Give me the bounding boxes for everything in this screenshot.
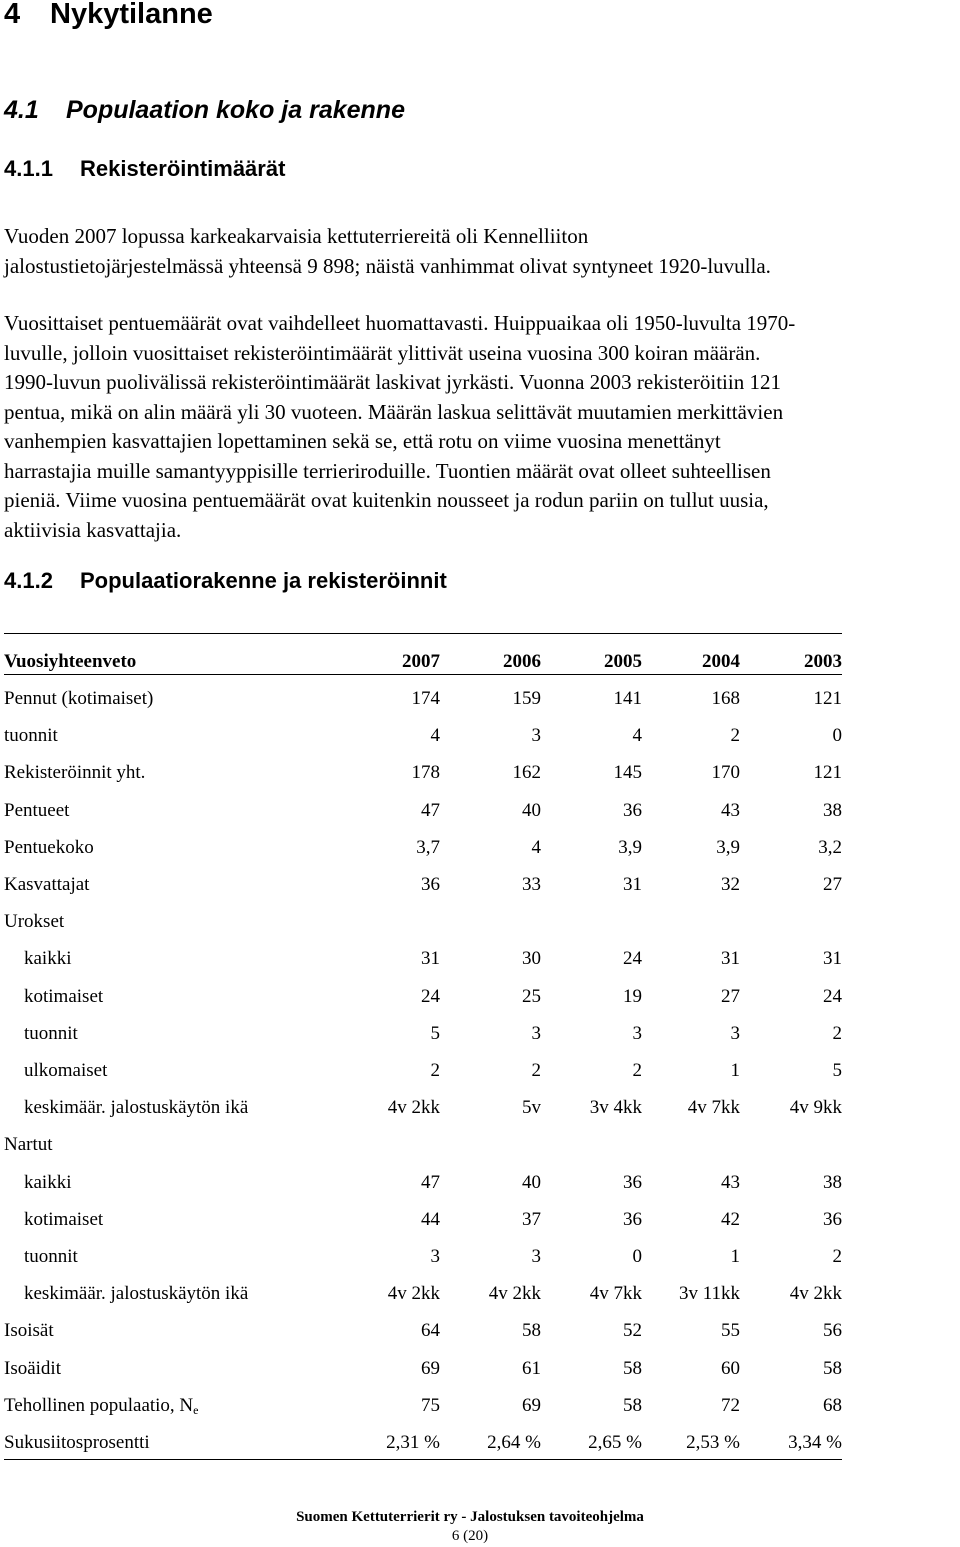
table-cell: 40 xyxy=(522,800,541,821)
table-cell: 24 xyxy=(623,948,642,969)
table-cell: 145 xyxy=(613,762,642,783)
row-label xyxy=(24,985,103,1009)
table-cell: 36 xyxy=(623,1172,642,1193)
row-label-text: Pentueet xyxy=(4,800,70,821)
table-cell: 47 xyxy=(421,800,440,821)
row-label xyxy=(4,873,89,897)
table-row xyxy=(4,761,842,791)
row-label-text: Nartut xyxy=(4,1134,53,1155)
table-cell: 43 xyxy=(721,1172,740,1193)
table-cell: 178 xyxy=(411,762,440,783)
row-label-text: keskimäär. jalostuskäytön ikä xyxy=(24,1283,249,1304)
table-cell: 58 xyxy=(823,1358,842,1379)
year-header: 2003 xyxy=(804,651,842,672)
table-cell: 3 xyxy=(531,725,541,746)
table-cell: 1 xyxy=(730,1060,740,1081)
table-cell: 3 xyxy=(632,1023,642,1044)
paragraph-line: pentua, mikä on alin määrä yli 30 vuoteen. Määrän laskua selittävät muutamien merkittävien xyxy=(4,399,784,424)
table-cell: 72 xyxy=(721,1395,740,1416)
row-label xyxy=(4,1394,198,1422)
row-label xyxy=(4,1319,54,1343)
table-cell: 68 xyxy=(823,1395,842,1416)
table-cell: 168 xyxy=(711,688,740,709)
subsubsection-heading-population xyxy=(4,568,447,594)
table-row xyxy=(4,1133,842,1163)
table-cell: 2,53 % xyxy=(686,1432,740,1453)
row-label-text: kotimaiset xyxy=(24,986,104,1007)
table-cell: 1 xyxy=(730,1246,740,1267)
subsubsection-number: 4.1.1 xyxy=(4,156,53,181)
table-cell: 58 xyxy=(623,1395,642,1416)
table-cell: 4 xyxy=(632,725,642,746)
table-cell: 19 xyxy=(623,986,642,1007)
table-cell: 4v 2kk xyxy=(387,1097,440,1118)
year-header: 2005 xyxy=(604,651,642,672)
section-title: Nykytilanne xyxy=(50,0,213,30)
section-number: 4 xyxy=(4,0,21,30)
table-cell: 47 xyxy=(421,1172,440,1193)
table-cell: 38 xyxy=(823,800,842,821)
paragraph-line: 1990-luvun puolivälissä rekisteröintimäärät laskivat jyrkästi. Vuonna 2003 rekisteröitiin 121 xyxy=(4,370,781,394)
year-header: 2006 xyxy=(503,651,541,672)
paragraph-line: harrastajia muille samantyyppisille terrieriroduille. Tuontien määrät ovat olleet suhteellisen xyxy=(4,458,771,483)
row-label-text: kaikki xyxy=(24,1172,72,1193)
row-label xyxy=(24,947,72,971)
table-cell: 159 xyxy=(512,688,541,709)
table-cell: 58 xyxy=(522,1320,541,1341)
table-cell: 64 xyxy=(421,1320,440,1341)
table-row xyxy=(4,1282,842,1312)
table-row xyxy=(4,985,842,1015)
table-row xyxy=(4,1059,842,1089)
row-label xyxy=(4,1431,150,1455)
table-cell: 44 xyxy=(421,1209,440,1230)
table-cell: 36 xyxy=(623,1209,642,1230)
table-cell: 52 xyxy=(623,1320,642,1341)
table-row xyxy=(4,687,842,717)
page-number: 6 (20) xyxy=(451,1528,489,1544)
table-cell: 3,2 xyxy=(818,837,842,858)
table-row xyxy=(4,1245,842,1275)
table-row xyxy=(4,910,842,940)
row-label-text: kaikki xyxy=(24,948,72,969)
table-cell: 31 xyxy=(721,948,740,969)
table-row xyxy=(4,1357,842,1387)
table-row xyxy=(4,836,842,866)
table-cell: 121 xyxy=(813,762,842,783)
table-cell: 174 xyxy=(411,688,440,709)
table-cell: 55 xyxy=(721,1320,740,1341)
table-cell: 36 xyxy=(623,800,642,821)
table-cell: 56 xyxy=(823,1320,842,1341)
row-label-text: Pennut (kotimaiset) xyxy=(4,688,154,709)
table-cell: 2,65 % xyxy=(588,1432,642,1453)
table-cell: 4 xyxy=(430,725,440,746)
table-row xyxy=(4,799,842,829)
table-cell: 61 xyxy=(522,1358,541,1379)
table-cell: 3,9 xyxy=(618,837,642,858)
table-row xyxy=(4,1431,842,1461)
paragraph-line: aktiivisia kasvattajia. xyxy=(4,517,182,542)
row-label-text: kotimaiset xyxy=(24,1209,104,1230)
row-label xyxy=(4,836,94,860)
table-cell: 69 xyxy=(421,1358,440,1379)
table-cell: 2 xyxy=(832,1246,842,1267)
table-cell: 58 xyxy=(623,1358,642,1379)
table-cell: 3,9 xyxy=(716,837,740,858)
table-top-rule xyxy=(4,633,842,634)
subsubsection-heading-registrations xyxy=(4,156,285,182)
table-cell: 5 xyxy=(430,1023,440,1044)
table-cell: 36 xyxy=(823,1209,842,1230)
subsection-heading xyxy=(4,96,405,125)
table-cell: 25 xyxy=(522,986,541,1007)
table-cell: 141 xyxy=(613,688,642,709)
year-header: 2007 xyxy=(402,651,440,672)
table-cell: 4v 7kk xyxy=(687,1097,740,1118)
table-cell: 2 xyxy=(531,1060,541,1081)
section-heading xyxy=(4,0,213,31)
table-cell: 121 xyxy=(813,688,842,709)
table-row xyxy=(4,724,842,754)
table-cell: 2,31 % xyxy=(386,1432,440,1453)
table-row xyxy=(4,1319,842,1349)
table-cell: 60 xyxy=(721,1358,740,1379)
row-label-subscript: e xyxy=(193,1403,199,1417)
row-label-text: Pentuekoko xyxy=(4,837,94,858)
table-cell: 2,64 % xyxy=(487,1432,541,1453)
row-label xyxy=(24,1059,107,1083)
table-cell: 4 xyxy=(531,837,541,858)
row-label xyxy=(24,1282,248,1306)
paragraph-line: pieniä. Viime vuosina pentuemäärät ovat kuitenkin nousseet ja rodun pariin on tullut uusia, xyxy=(4,488,769,512)
table-cell: 27 xyxy=(823,874,842,895)
row-label xyxy=(24,1096,248,1120)
paragraph-line: Vuosittaiset pentuemäärät ovat vaihdelleet huomattavasti. Huippuaikaa oli 1950-luvulta 1970- xyxy=(4,311,796,335)
row-label-text: Rekisteröinnit yht. xyxy=(4,762,146,783)
table-cell: 43 xyxy=(721,800,740,821)
row-label xyxy=(4,687,153,711)
table-cell: 3v 4kk xyxy=(589,1097,642,1118)
table-bottom-rule xyxy=(4,1459,842,1460)
row-label xyxy=(24,1171,72,1195)
footer-title: Suomen Kettuterrierit ry - Jalostuksen tavoiteohjelma xyxy=(296,1509,644,1525)
table-cell: 2 xyxy=(632,1060,642,1081)
table-row xyxy=(4,1208,842,1238)
table-cell: 4v 2kk xyxy=(488,1283,541,1304)
table-row xyxy=(4,1096,842,1126)
table-cell: 3 xyxy=(430,1246,440,1267)
table-cell: 162 xyxy=(512,762,541,783)
table-row xyxy=(4,1022,842,1052)
year-header: 2004 xyxy=(702,651,740,672)
table-cell: 4v 2kk xyxy=(789,1283,842,1304)
row-label xyxy=(4,1357,61,1381)
row-label-text: tuonnit xyxy=(24,1246,78,1267)
table-header-row xyxy=(4,650,842,680)
table-cell: 31 xyxy=(823,948,842,969)
row-label xyxy=(24,1022,78,1046)
table-cell: 2 xyxy=(730,725,740,746)
table-cell: 32 xyxy=(721,874,740,895)
row-label-text: Kasvattajat xyxy=(4,874,90,895)
row-label-text: Urokset xyxy=(4,911,65,932)
row-label xyxy=(4,761,145,785)
table-cell: 3,7 xyxy=(416,837,440,858)
subsubsection-number: 4.1.2 xyxy=(4,568,53,593)
paragraph-intro xyxy=(4,222,956,281)
row-label-text: tuonnit xyxy=(24,1023,78,1044)
row-label xyxy=(4,910,64,934)
row-label-text: tuonnit xyxy=(4,725,58,746)
table-cell: 2 xyxy=(430,1060,440,1081)
table-cell: 31 xyxy=(421,948,440,969)
row-label-text: ulkomaiset xyxy=(24,1060,108,1081)
table-row xyxy=(4,873,842,903)
row-label-text: Sukusiitosprosentti xyxy=(4,1432,150,1453)
table-cell: 3v 11kk xyxy=(678,1283,740,1304)
table-cell: 3 xyxy=(531,1023,541,1044)
table-row xyxy=(4,1394,842,1424)
table-cell: 40 xyxy=(522,1172,541,1193)
table-cell: 36 xyxy=(421,874,440,895)
table-cell: 0 xyxy=(832,725,842,746)
row-label-text: keskimäär. jalostuskäytön ikä xyxy=(24,1097,249,1118)
table-row xyxy=(4,947,842,977)
row-label xyxy=(4,724,58,748)
paragraph-line: Vuoden 2007 lopussa karkeakarvaisia kettuterriereitä oli Kennelliiton xyxy=(4,224,589,248)
table-cell: 3,34 % xyxy=(788,1432,842,1453)
table-cell: 3 xyxy=(730,1023,740,1044)
table-cell: 3 xyxy=(531,1246,541,1267)
row-label xyxy=(24,1245,78,1269)
subsubsection-title: Rekisteröintimäärät xyxy=(80,156,286,181)
table-cell: 69 xyxy=(522,1395,541,1416)
row-label-text: Tehollinen populaatio, N xyxy=(4,1395,194,1416)
table-cell: 31 xyxy=(623,874,642,895)
table-cell: 2 xyxy=(832,1023,842,1044)
paragraph-line: luvulle, jolloin vuosittaiset rekisteröintimäärät ylittivät useina vuosina 300 koiran määrän. xyxy=(4,340,761,365)
table-cell: 4v 2kk xyxy=(387,1283,440,1304)
paragraph-line: vanhempien kasvattajien lopettaminen sekä se, että rotu on viime vuosina menettänyt xyxy=(4,429,721,453)
table-cell: 27 xyxy=(721,986,740,1007)
table-cell: 37 xyxy=(522,1209,541,1230)
table-cell: 5 xyxy=(832,1060,842,1081)
paragraph-history xyxy=(4,309,956,545)
row-label xyxy=(4,1133,53,1157)
table-cell: 24 xyxy=(421,986,440,1007)
subsection-number: 4.1 xyxy=(4,96,39,124)
table-cell: 75 xyxy=(421,1395,440,1416)
row-label xyxy=(4,799,69,823)
table-cell: 33 xyxy=(522,874,541,895)
row-label xyxy=(24,1208,103,1232)
subsubsection-title: Populaatiorakenne ja rekisteröinnit xyxy=(80,568,447,593)
row-label-text: Isoisät xyxy=(4,1320,54,1341)
paragraph-line: jalostustietojärjestelmässä yhteensä 9 898; näistä vanhimmat olivat syntyneet 1920-luvulla. xyxy=(4,253,771,278)
table-header-rule xyxy=(4,674,842,675)
table-cell: 4v 7kk xyxy=(589,1283,642,1304)
table-cell: 5v xyxy=(522,1097,541,1118)
table-cell: 4v 9kk xyxy=(789,1097,842,1118)
table-cell: 0 xyxy=(632,1246,642,1267)
table-cell: 24 xyxy=(823,986,842,1007)
row-label-text: Isoäidit xyxy=(4,1358,61,1379)
table-cell: 38 xyxy=(823,1172,842,1193)
table-cell: 42 xyxy=(721,1209,740,1230)
table-cell: 30 xyxy=(522,948,541,969)
table-header-label: Vuosiyhteenveto xyxy=(4,651,137,672)
subsection-title: Populaation koko ja rakenne xyxy=(66,96,405,124)
table-row xyxy=(4,1171,842,1201)
table-cell: 170 xyxy=(711,762,740,783)
